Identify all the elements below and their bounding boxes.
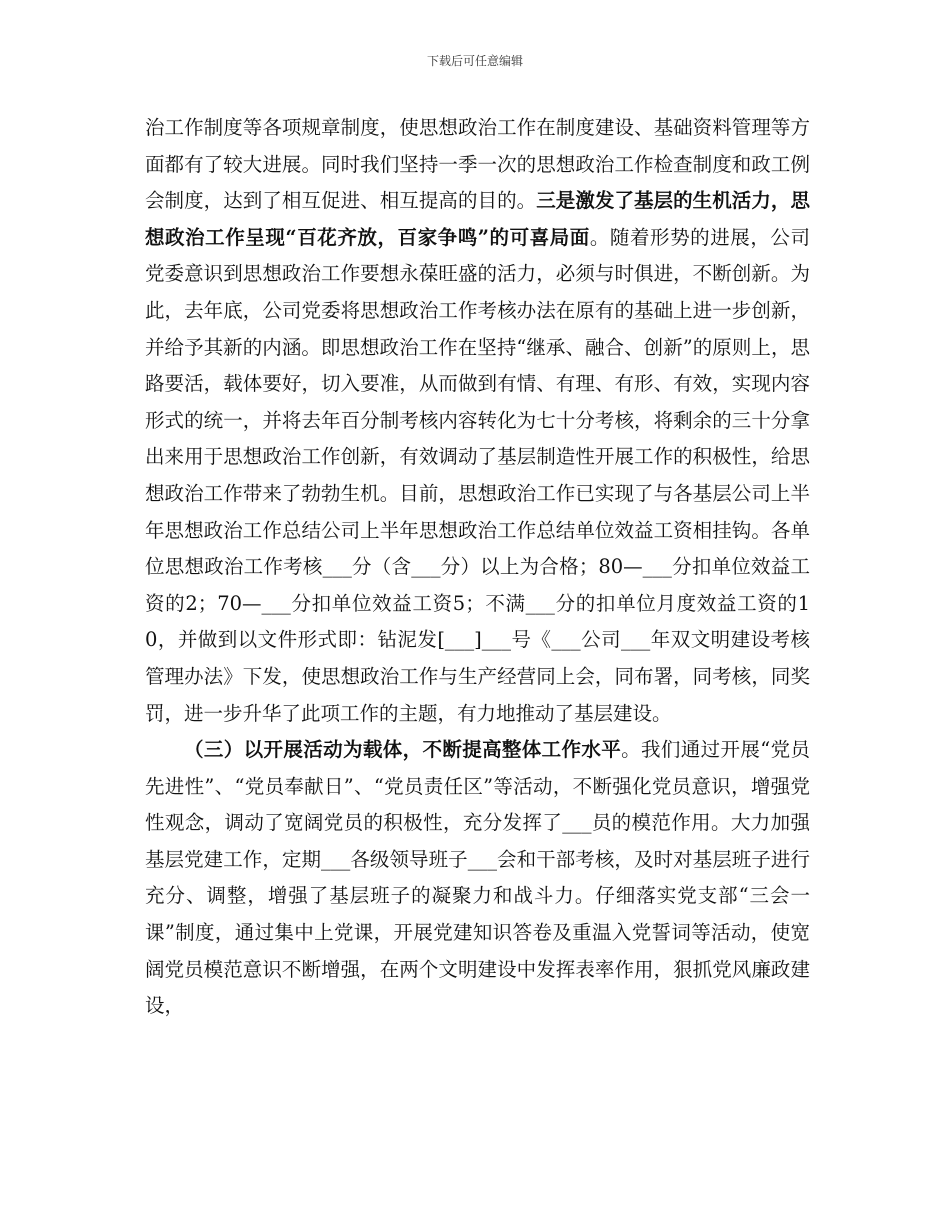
paragraph-1-text: 治工作制度等各项规章制度，使思想政治工作在制度建设、基础资料管理等方面都有了较大进展。同时我们坚持一季一次的思想政治工作检查制度和政工例会制度，达到了相互促进、相互提高的目的。 xyxy=(145,116,810,213)
paragraph-1 xyxy=(145,110,810,732)
page-header-note: 下载后可任意编辑 xyxy=(426,54,523,68)
section-heading: （三）以开展活动为载体，不断提高整体工作水平 xyxy=(184,738,622,762)
paragraph-1-highlight: 三是激发了基层的生机活力，思想政治工作呈现“百花齐放，百家争鸣”的可喜局面 xyxy=(145,189,810,249)
paragraph-1-text-cont: 。随着形势的进展，公司党委意识到思想政治工作要想永葆旺盛的活力，必须与时俱进，不断创新。为此，去年底，公司党委将思想政治工作考核办法在原有的基础上进一步创新，并给予其新的内涵。即思想政治工作在坚持“继承、融合、创新”的原则上，思路要活，载体要好，切入要准，从而做到有情、有理、有形、有效，实现内容形式的统一，并将去年百分制考核内容转化为七十分考核，将剩余的三十分拿出来用于思想政治工作创新，有效调动了基层制造性开展工作的积极性，给思想政治工作带来了勃勃生机。目前，思想政治工作已实现了与各基层公司上半年思想政治工作总结公司上半年思想政治工作总结单位效益工资相挂钩。各单位思想政治工作考核___分（含___分）以上为合格；80—___分扣单位效益工资的2；70—___分扣单位效益工资5；不满___分的扣单位月度效益工资的10，并做到以文件形式即：钻泥发[___]___号《___公司___年双文明建设考核管理办法》下发，使思想政治工作与生产经营同上会，同布署，同考核，同奖罚，进一步升华了此项工作的主题，有力地推动了基层建设。 xyxy=(145,225,810,725)
paragraph-2-text: 。我们通过开展“党员先进性”、“党员奉献日”、“党员责任区”等活动，不断强化党员意识，增强党性观念，调动了宽阔党员的积极性，充分发挥了___员的模范作用。大力加强基层党建工作，定期___各级领导班子___会和干部考核，及时对基层班子进行充分、调整，增强了基层班子的凝聚力和战斗力。仔细落实党支部“三会一课”制度，通过集中上党课，开展党建知识答卷及重温入党誓词等活动，使宽阔党员模范意识不断增强，在两个文明建设中发挥表率作用，狠抓党风廉政建设， xyxy=(145,738,810,1018)
document-body xyxy=(145,110,810,1025)
paragraph-2 xyxy=(145,732,810,1025)
